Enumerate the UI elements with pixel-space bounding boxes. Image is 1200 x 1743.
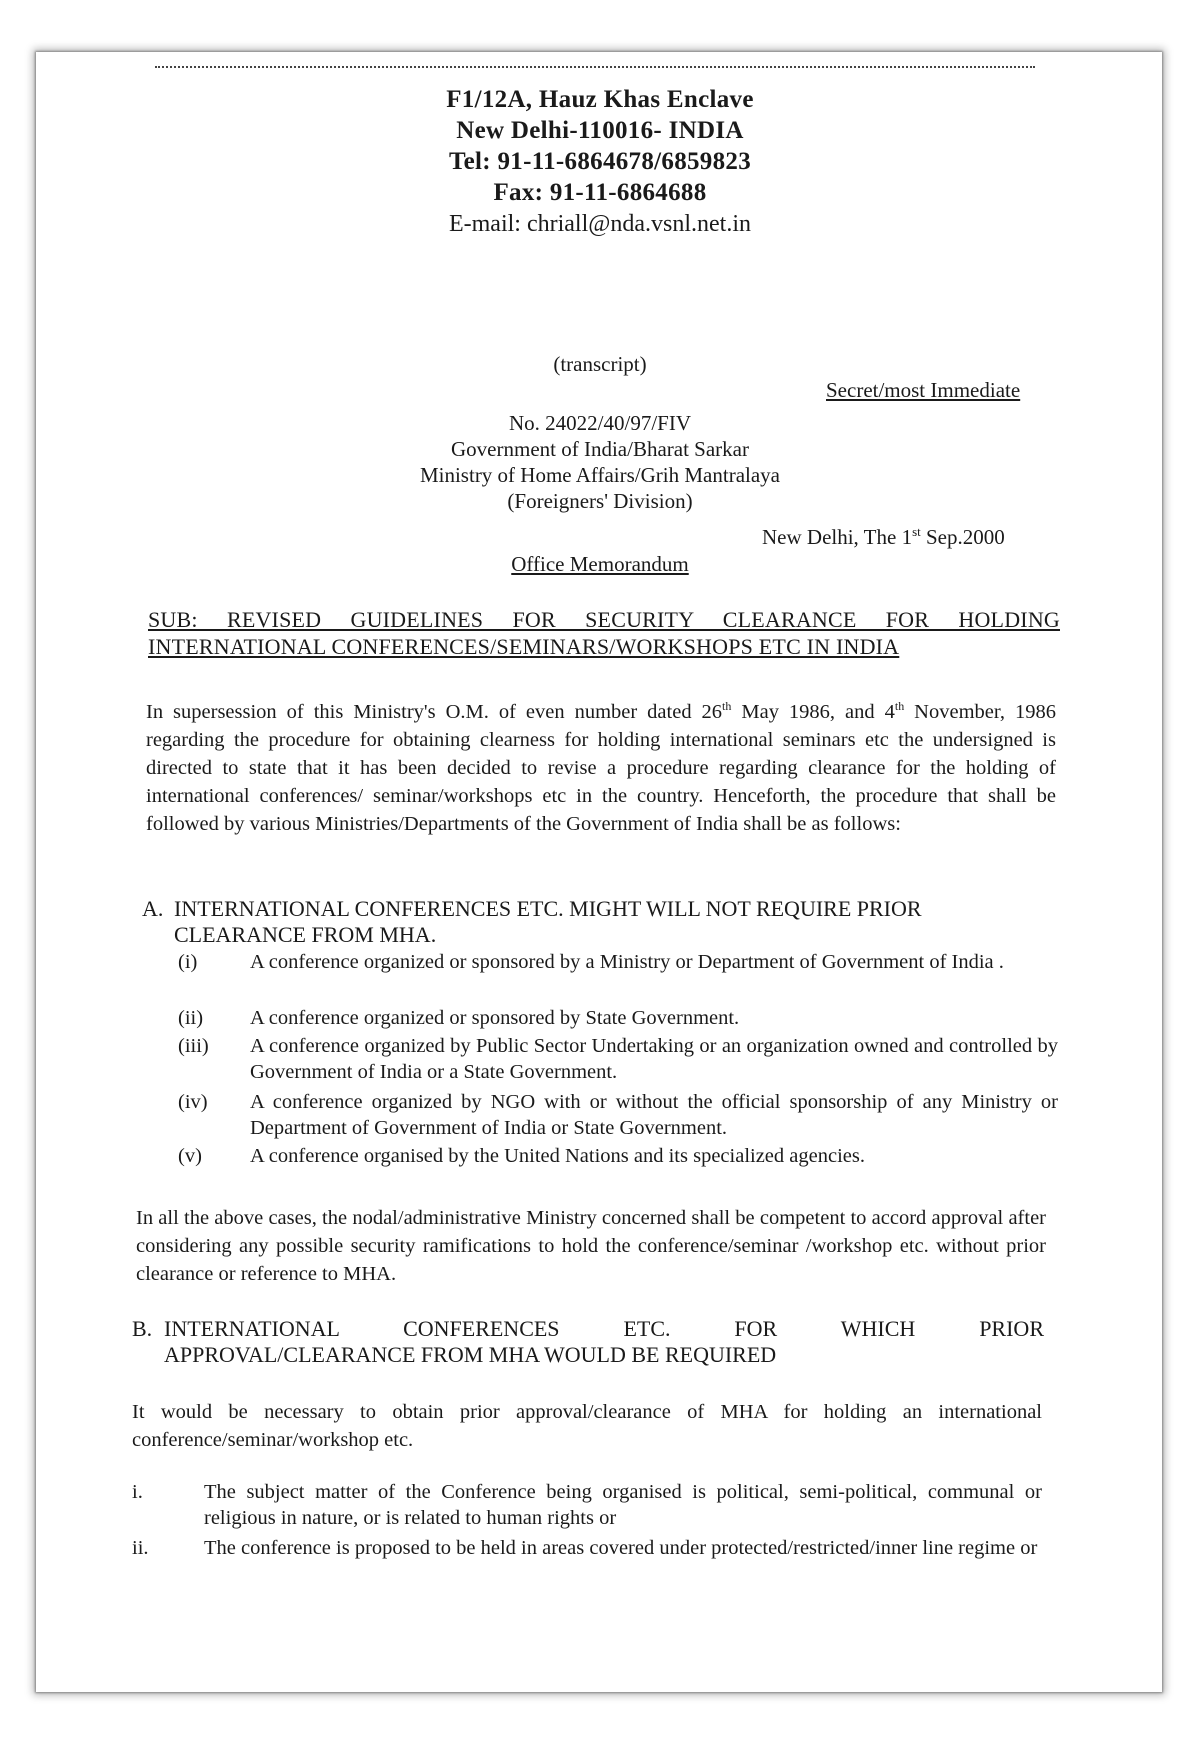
list-item-number: ii. xyxy=(132,1537,149,1559)
list-item-number: (i) xyxy=(178,951,198,973)
top-rule xyxy=(155,66,1035,68)
intro-ordinal-2: th xyxy=(894,699,905,713)
section-b-list xyxy=(132,1480,1042,1600)
reference-number: No. 24022/40/97/FIV xyxy=(508,411,691,435)
section-b-heading xyxy=(132,1316,1044,1370)
ministry-name: Ministry of Home Affairs/Grih Mantralaya xyxy=(419,463,781,487)
letterhead-fax: Fax: 91-11-6864688 xyxy=(493,179,707,206)
letterhead-email: E-mail: chriall@nda.vsnl.net.in xyxy=(448,211,752,237)
list-item-number: (ii) xyxy=(178,1007,204,1029)
list-item-number: (iii) xyxy=(178,1035,209,1057)
section-a-label: A. xyxy=(142,896,164,921)
list-item-number: (iv) xyxy=(178,1091,208,1113)
list-item-text: A conference organized or sponsored by State Government. xyxy=(250,1007,740,1029)
memo-date-suffix-ordinal: st xyxy=(912,524,921,539)
list-item-text: A conference organised by the United Nations and its specialized agencies. xyxy=(250,1145,865,1167)
list-item-text: A conference organized by NGO with or without the official sponsorship of any Ministry or Department of Government of India or State Government. xyxy=(250,1091,1058,1139)
intro-text-1: In supersession of this Ministry's O.M. of even number dated 26 xyxy=(146,700,723,723)
memo-date xyxy=(762,524,1005,550)
transcript-note: (transcript) xyxy=(553,352,647,376)
memo-date-prefix: New Delhi, The 1 xyxy=(762,525,913,549)
memo-date-suffix: Sep.2000 xyxy=(920,525,1005,549)
intro-paragraph xyxy=(146,692,1056,838)
letterhead-address-line-1: F1/12A, Hauz Khas Enclave xyxy=(446,86,754,113)
list-item-text: The conference is proposed to be held in areas covered under protected/restricted/inner line regime or xyxy=(204,1537,1038,1559)
section-b-label: B. xyxy=(132,1316,153,1341)
section-a-title-line-2: CLEARANCE FROM MHA. xyxy=(174,922,437,947)
intro-ordinal-1: th xyxy=(722,699,732,713)
section-a-conclusion: In all the above cases, the nodal/administrative Ministry concerned shall be competent to accord approval after considering any possible security ramifications to hold the conference/seminar /workshop etc. without prior clearance or reference to MHA. xyxy=(136,1207,1046,1285)
section-a-heading xyxy=(142,896,1062,950)
list-item-text: A conference organized or sponsored by a Ministry or Department of Government of India . xyxy=(250,951,1004,973)
section-b-title-line-2: APPROVAL/CLEARANCE FROM MHA WOULD BE REQUIRED xyxy=(164,1342,777,1367)
classification-marking: Secret/most Immediate xyxy=(826,378,1021,402)
section-b-intro: It would be necessary to obtain prior approval/clearance of MHA for holding an international conference/seminar/workshop etc. xyxy=(132,1401,1042,1451)
intro-text-2: May 1986, and 4 xyxy=(731,700,895,723)
section-b-title-line-1: INTERNATIONAL CONFERENCES ETC. FOR WHICH PRIOR xyxy=(164,1316,1044,1341)
letterhead-address-line-2: New Delhi-110016- INDIA xyxy=(456,117,744,144)
issuing-authority xyxy=(0,410,1200,514)
list-item-number: (v) xyxy=(178,1145,202,1167)
letterhead xyxy=(0,84,1200,240)
memo-subject: SUB: REVISED GUIDELINES FOR SECURITY CLEARANCE FOR HOLDING INTERNATIONAL CONFERENCES/SEMINARS/WORKSHOPS ETC IN INDIA xyxy=(148,607,1060,659)
section-a-list xyxy=(178,950,1058,1180)
division-name: (Foreigners' Division) xyxy=(507,489,693,513)
document-type: Office Memorandum xyxy=(511,552,689,576)
government-name: Government of India/Bharat Sarkar xyxy=(451,437,749,461)
list-item-text: The subject matter of the Conference being organised is political, semi-political, communal or religious in nature, or is related to human rights or xyxy=(204,1481,1042,1529)
section-a-title-line-1: INTERNATIONAL CONFERENCES ETC. MIGHT WILL NOT REQUIRE PRIOR xyxy=(174,896,922,921)
list-item-text: A conference organized by Public Sector Undertaking or an organization owned and controlled by Government of India or a State Government. xyxy=(250,1035,1058,1083)
list-item-number: i. xyxy=(132,1481,143,1503)
letterhead-telephone: Tel: 91-11-6864678/6859823 xyxy=(448,148,751,175)
intro-text-3: November, 1986 regarding the procedure for obtaining clearness for holding international seminars etc the undersigned is directed to state that it has been decided to revise a procedure regarding clearance for the holding of international conferences/ seminar/workshops etc in the country. Henceforth, the procedure that shall be followed by various Ministries/Departments of the Government of India shall be as follows: xyxy=(146,700,1056,835)
